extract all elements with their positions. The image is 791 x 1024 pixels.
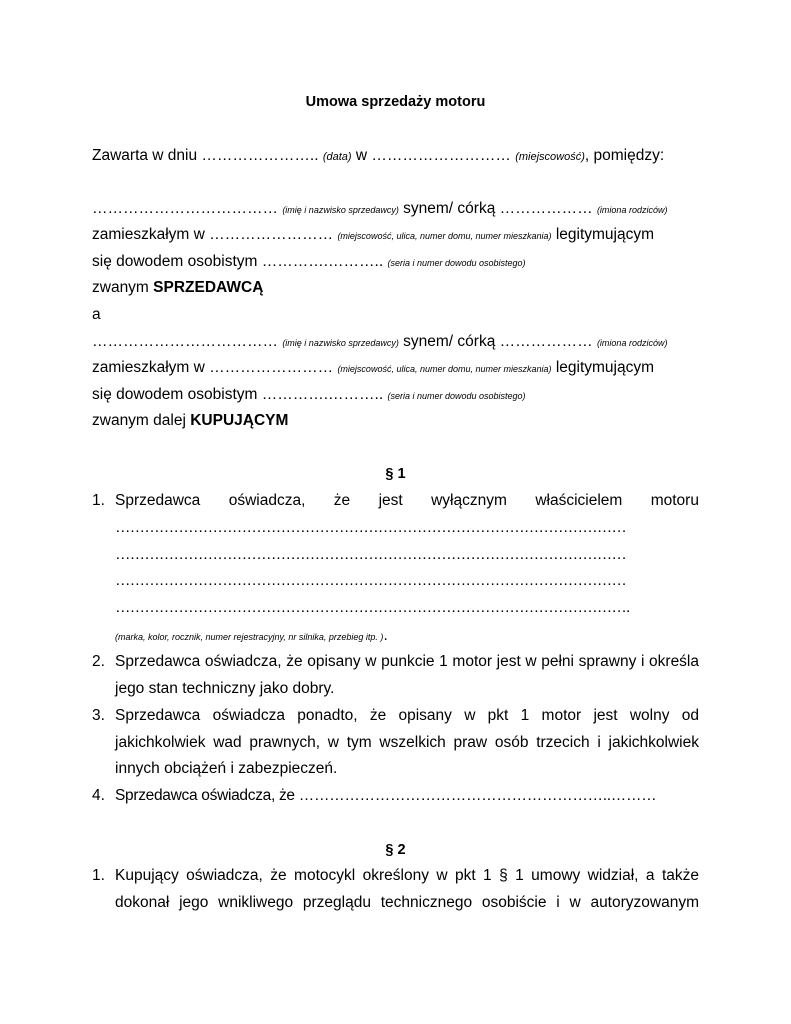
intro-prefix: Zawarta w dniu ………………….. bbox=[92, 147, 323, 164]
s1-item1-number: 1. bbox=[92, 492, 105, 509]
s1-item1-dots-line: …………………………………………………………………………………………… bbox=[115, 572, 627, 589]
s1-item3-line1: Sprzedawca oświadcza ponadto, że opisany w pkt 1 motor jest wolny od bbox=[115, 707, 699, 724]
s1-item4-text: Sprzedawca oświadcza, że ……………………………………………………..……… bbox=[115, 787, 657, 804]
s1-item1-dots-line: …………………………………………………………………………………………… bbox=[115, 519, 627, 536]
party1-id-line bbox=[92, 252, 526, 273]
party1-role: SPRZEDAWCĄ bbox=[153, 279, 264, 296]
party2-relation: synem/ córką ……………… bbox=[398, 333, 597, 350]
s1-item3-line2: jakichkolwiek wad prawnych, w tym wszelkich praw osób trzecich i jakichkolwiek bbox=[115, 734, 699, 751]
s1-item4-number: 4. bbox=[92, 787, 105, 804]
party1-address-line bbox=[92, 225, 654, 246]
party1-address-hint: (miejscowość, ulica, numer domu, numer mieszkania) bbox=[337, 231, 552, 241]
s1-item1-word: właścicielem bbox=[535, 492, 623, 509]
s1-item2-line1: Sprzedawca oświadcza, że opisany w punkcie 1 motor jest w pełni sprawny i określa bbox=[115, 653, 699, 670]
party1-id-word: legitymującym bbox=[551, 226, 655, 243]
party1-called-line bbox=[92, 278, 263, 298]
s1-item1-word: oświadcza, bbox=[228, 492, 306, 509]
party2-address-line bbox=[92, 358, 654, 379]
party2-id-hint: (seria i numer dowodu osobistego) bbox=[387, 391, 526, 401]
party1-relation: synem/ córką ……………… bbox=[398, 200, 597, 217]
s1-item1-dots-line: …………………………………………………………………………………………… bbox=[115, 546, 627, 563]
s1-item3-number: 3. bbox=[92, 707, 105, 724]
s1-item3-line3: innych obciążeń i zabezpieczeń. bbox=[115, 760, 338, 777]
party1-name-hint: (imię i nazwisko sprzedawcy) bbox=[282, 205, 399, 215]
party2-parents-hint: (imiona rodziców) bbox=[596, 338, 668, 348]
party2-role: KUPUJĄCYM bbox=[190, 412, 289, 429]
party2-id-word: legitymującym bbox=[551, 359, 655, 376]
party2-name-hint: (imię i nazwisko sprzedawcy) bbox=[282, 338, 399, 348]
s2-item1-line2: dokonał jego wnikliwego przeglądu technicznego osobiście i w autoryzowanym bbox=[115, 894, 699, 911]
s1-item1-dots-line: ……………………………………………………………………………………………. bbox=[115, 599, 630, 616]
party1-parents-hint: (imiona rodziców) bbox=[596, 205, 668, 215]
intro-line bbox=[92, 146, 664, 167]
place-hint: (miejscowość) bbox=[515, 151, 585, 163]
section1-heading: § 1 bbox=[385, 466, 406, 482]
s1-item1-hint-end: . bbox=[383, 627, 388, 644]
party2-id-doc: się dowodem osobistym ………….……….. bbox=[92, 386, 388, 403]
s1-item1-hint-line bbox=[115, 626, 388, 647]
s1-item1-hint: (marka, kolor, rocznik, numer rejestracyjny, nr silnika, przebieg itp. ) bbox=[115, 632, 384, 642]
s1-item1-word: motoru bbox=[650, 492, 699, 509]
party1-id-doc: się dowodem osobistym ………….……….. bbox=[92, 253, 388, 270]
party2-address-hint: (miejscowość, ulica, numer domu, numer mieszkania) bbox=[337, 364, 552, 374]
party1-name-line bbox=[92, 199, 667, 220]
s1-item2-line2: jego stan techniczny jako dobry. bbox=[115, 680, 335, 697]
s1-item2-number: 2. bbox=[92, 653, 105, 670]
s1-item1-word: Sprzedawca bbox=[115, 492, 201, 509]
and-word: a bbox=[92, 306, 101, 323]
party2-name-dots: ……………………………… bbox=[92, 333, 283, 350]
party2-id-line bbox=[92, 385, 526, 406]
party1-resident: zamieszkałym w …………………… bbox=[92, 226, 338, 243]
party1-called-prefix: zwanym bbox=[92, 279, 154, 296]
s2-item1-number: 1. bbox=[92, 867, 105, 884]
party2-called-line bbox=[92, 411, 288, 431]
party1-name-dots: ……………………………… bbox=[92, 200, 283, 217]
intro-mid: w ……………………… bbox=[351, 147, 516, 164]
s2-item1-line1: Kupujący oświadcza, że motocykl określony w pkt 1 § 1 umowy widział, a także bbox=[115, 867, 699, 884]
party1-id-hint: (seria i numer dowodu osobistego) bbox=[387, 258, 526, 268]
party2-name-line bbox=[92, 332, 667, 353]
s1-item1-line1 bbox=[115, 491, 699, 511]
section2-heading: § 2 bbox=[385, 842, 406, 858]
s1-item1-word: że bbox=[333, 492, 351, 509]
party2-called-prefix: zwanym dalej bbox=[92, 412, 191, 429]
document-title: Umowa sprzedaży motoru bbox=[305, 94, 486, 110]
s1-item1-word: wyłącznym bbox=[431, 492, 507, 509]
party2-resident: zamieszkałym w …………………… bbox=[92, 359, 338, 376]
intro-suffix: , pomiędzy: bbox=[584, 147, 665, 164]
s1-item1-word: jest bbox=[378, 492, 403, 509]
date-hint: (data) bbox=[322, 151, 352, 163]
